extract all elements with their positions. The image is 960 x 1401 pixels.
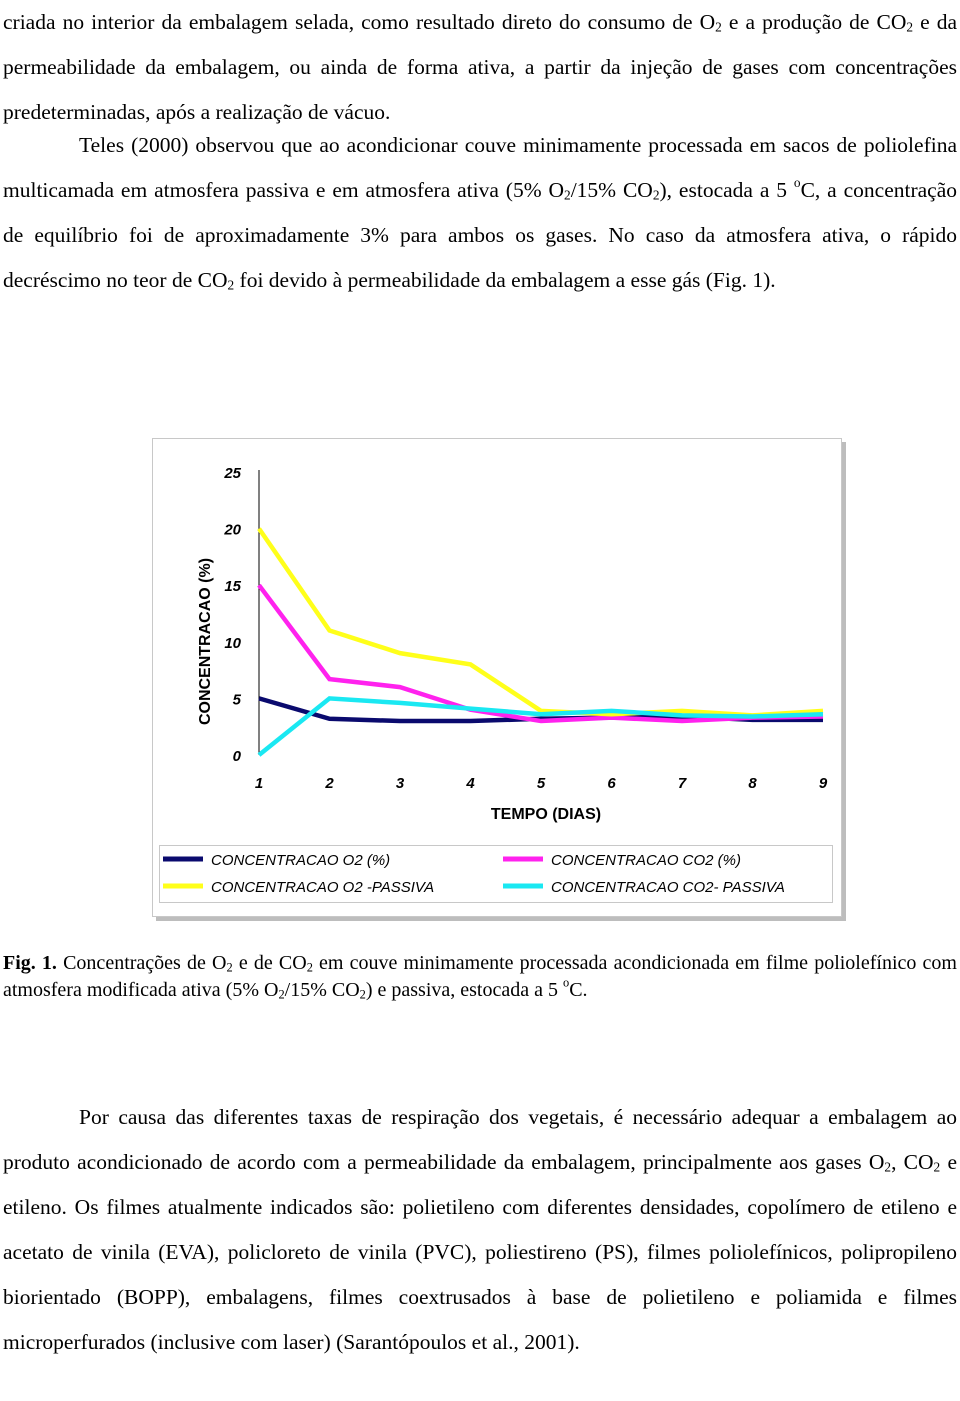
series-line-3 bbox=[259, 529, 823, 716]
paragraph-films: Por causa das diferentes taxas de respiração dos vegetais, é necessário adequar a embalagem ao produto acondicionado de acordo com a permeabilidade da embalagem, principalmente aos gases $O_2$, $CO_2$ e etileno. Os filmes atualmente indicados são: polietileno com diferentes densidades, copolímero de etileno e acetato de vinila (EVA), policloreto de vinila (PVC), poliestireno (PS), filmes poliolefínicos, polipropileno biorientado (BOPP), embalagens, filmes coextrusados à base de polietileno e poliamida e filmes microperfurados (inclusive com laser) (Sarantópoulos et al., 2001). bbox=[3, 1105, 957, 1354]
legend-label: CONCENTRACAO CO2 (%) bbox=[551, 852, 742, 869]
x-tick-label: 1 bbox=[254, 775, 264, 792]
x-tick-label: 3 bbox=[395, 775, 405, 792]
x-axis-title: TEMPO (DIAS) bbox=[490, 806, 602, 823]
legend-label: CONCENTRACAO O2 -PASSIVA bbox=[211, 879, 435, 896]
y-tick-label: 10 bbox=[224, 634, 241, 652]
x-tick-label: 7 bbox=[677, 775, 687, 792]
figure-chart bbox=[152, 438, 842, 917]
x-tick-label: 4 bbox=[466, 775, 475, 792]
x-tick-label: 6 bbox=[607, 775, 616, 792]
x-tick-label: 9 bbox=[818, 775, 828, 792]
y-tick-label: 15 bbox=[224, 578, 241, 596]
series-line-4 bbox=[259, 698, 823, 755]
x-tick-label: 8 bbox=[748, 775, 757, 792]
legend-label: CONCENTRACAO O2 (%) bbox=[211, 852, 391, 869]
x-tick-label: 5 bbox=[536, 775, 546, 792]
y-tick-label: 25 bbox=[224, 465, 241, 482]
paragraph-intro: criada no interior da embalagem selada, como resultado direto do consumo de $O_2$ e a produção de $CO_2$ e da permeabilidade da embalagem, ou ainda de forma ativa, a partir da injeção de gases com concentrações predeterminadas, após a realização de vácuo. bbox=[3, 10, 957, 124]
legend-label: CONCENTRACAO CO2- PASSIVA bbox=[551, 879, 785, 896]
y-tick-label: 5 bbox=[232, 691, 241, 709]
chart-legend-frame bbox=[159, 845, 833, 903]
paragraph-teles: Teles (2000) observou que ao acondicionar couve minimamente processada em sacos de poliolefina multicamada em atmosfera passiva e em atmosfera ativa (5% $O_2/15\%$ $CO_2$), estocada a 5 $^o$C, a concentração de equilíbrio foi de aproximadamente 3% para ambos os gases. No caso da atmosfera ativa, o rápido decréscimo no teor de $CO_2$ foi devido à permeabilidade da embalagem a esse gás (Fig. 1). bbox=[3, 133, 957, 293]
y-axis-title: CONCENTRACAO (%) bbox=[197, 557, 214, 726]
x-tick-label: 2 bbox=[325, 775, 334, 792]
figure-caption: Fig. 1. Concentrações de $O_2$ e de $CO_2$ em couve minimamente processada acondicionada em filme poliolefínico com atmosfera modificada ativa (5% $O_2/15\%$ $CO_2$) e passiva, estocada a 5 $^o$C. bbox=[3, 952, 957, 1002]
y-tick-label: 20 bbox=[224, 521, 241, 539]
y-tick-label: 0 bbox=[232, 748, 241, 765]
